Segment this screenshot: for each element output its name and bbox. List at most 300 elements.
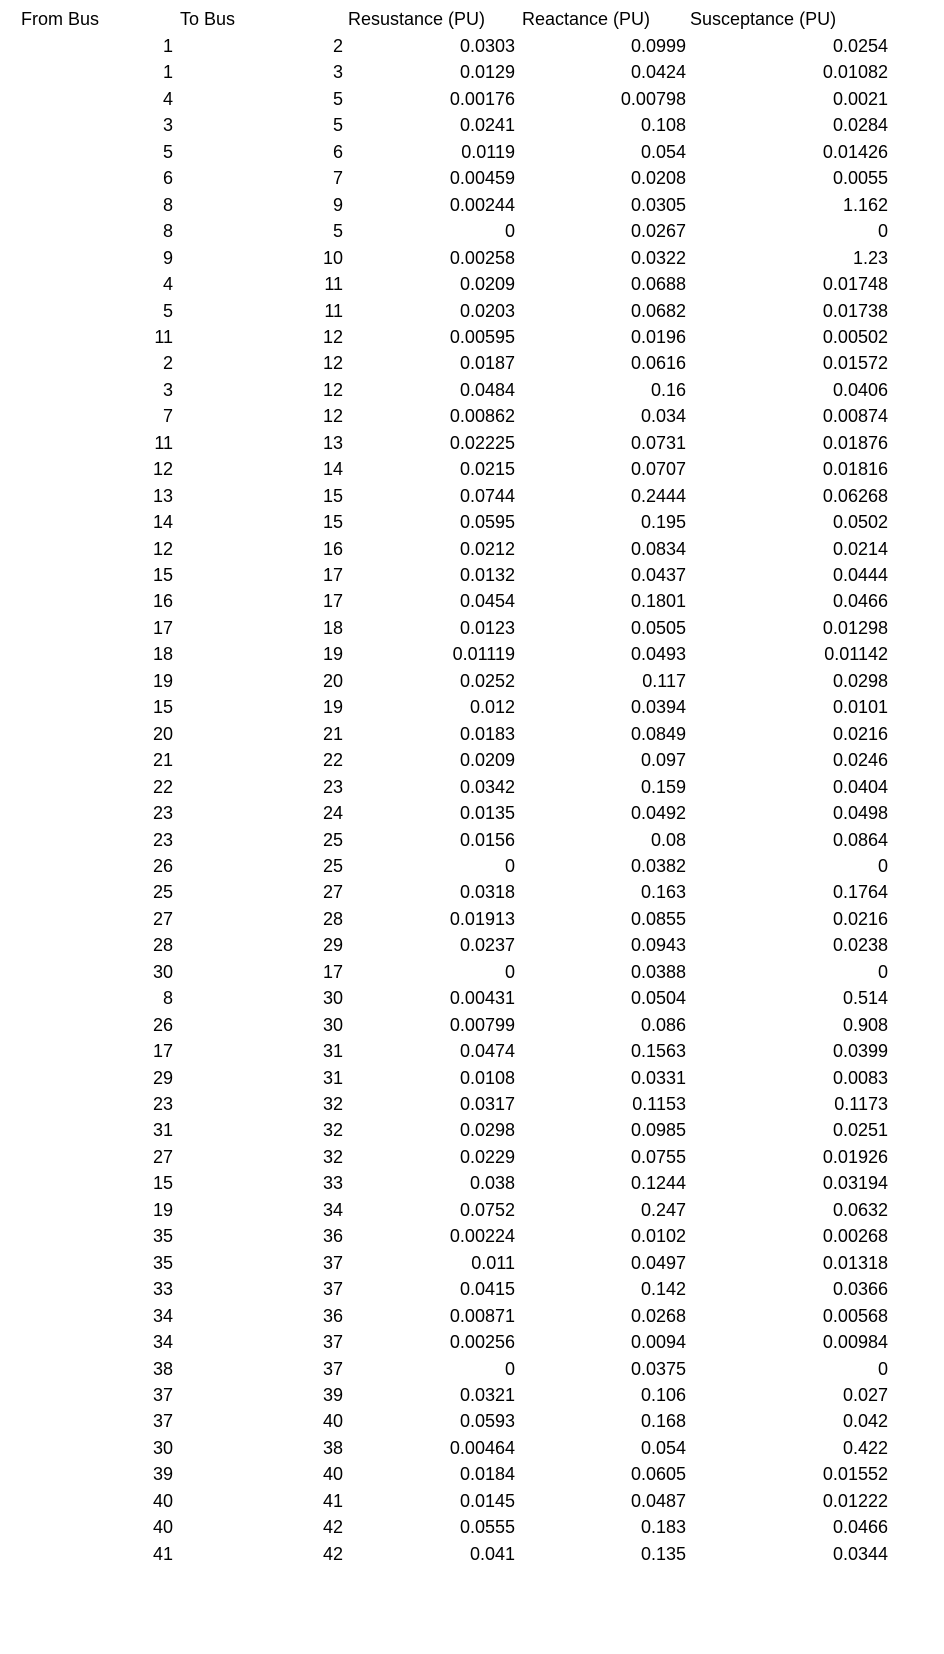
cell-from-bus: 38: [152, 1358, 173, 1379]
cell-reactance: 0.0731: [630, 432, 686, 453]
cell-to-bus: 41: [322, 1490, 343, 1511]
cell-resistance: 0.012: [469, 697, 515, 718]
cell-from-bus: 21: [152, 750, 173, 771]
cell-susceptance: 0.0344: [832, 1543, 888, 1564]
cell-from-bus: 17: [152, 1041, 173, 1062]
cell-from-bus: 11: [154, 432, 173, 453]
cell-from-bus: 33: [152, 1279, 173, 1300]
cell-from-bus: 27: [152, 908, 173, 929]
cell-susceptance: 0.0498: [832, 803, 888, 824]
table-row: [0, 297, 944, 325]
cell-from-bus: 40: [152, 1490, 173, 1511]
cell-reactance: 0.0267: [630, 221, 686, 242]
cell-susceptance: 0.0216: [832, 908, 888, 929]
cell-from-bus: 30: [152, 1437, 173, 1458]
cell-to-bus: 19: [322, 697, 343, 718]
cell-to-bus: 17: [322, 961, 343, 982]
table-row: [0, 1275, 944, 1303]
cell-susceptance: 1.162: [842, 194, 888, 215]
cell-from-bus: 37: [152, 1411, 173, 1432]
cell-reactance: 0.0943: [630, 935, 686, 956]
table-row: [0, 799, 944, 827]
cell-reactance: 0.0999: [630, 36, 686, 56]
cell-resistance: 0.00871: [449, 1305, 515, 1326]
cell-susceptance: 0.01552: [822, 1464, 888, 1485]
cell-susceptance: 0.01222: [822, 1490, 888, 1511]
cell-susceptance: 0.0055: [832, 168, 888, 189]
cell-to-bus: 16: [322, 538, 343, 559]
cell-resistance: 0.0484: [459, 379, 515, 400]
cell-reactance: 0.08: [650, 829, 686, 850]
cell-susceptance: 0.0101: [832, 697, 888, 718]
table-row: [0, 323, 944, 351]
cell-to-bus: 37: [322, 1252, 343, 1273]
cell-resistance: 0.0415: [459, 1279, 515, 1300]
cell-to-bus: 18: [322, 617, 343, 638]
cell-reactance: 0.142: [640, 1279, 686, 1300]
cell-susceptance: 0.06268: [822, 485, 888, 506]
cell-to-bus: 12: [322, 406, 343, 427]
cell-susceptance: 0.422: [842, 1437, 888, 1458]
cell-from-bus: 1: [162, 62, 173, 83]
cell-to-bus: 42: [322, 1517, 343, 1538]
cell-to-bus: 25: [322, 855, 343, 876]
cell-reactance: 0.0331: [630, 1067, 686, 1088]
cell-reactance: 0.0305: [630, 194, 686, 215]
cell-from-bus: 8: [162, 194, 173, 215]
cell-reactance: 0.0375: [630, 1358, 686, 1379]
table-row: [0, 138, 944, 166]
cell-to-bus: 36: [322, 1305, 343, 1326]
cell-from-bus: 23: [152, 803, 173, 824]
cell-resistance: 0.0183: [459, 723, 515, 744]
cell-resistance: 0.0203: [459, 300, 515, 321]
cell-reactance: 0.054: [640, 1437, 686, 1458]
cell-to-bus: 40: [322, 1464, 343, 1485]
cell-to-bus: 32: [322, 1094, 343, 1114]
cell-reactance: 0.1801: [630, 591, 686, 612]
cell-to-bus: 40: [322, 1411, 343, 1432]
cell-susceptance: 0.0864: [832, 829, 888, 850]
table-row: [0, 931, 944, 959]
cell-susceptance: 0.0404: [832, 776, 888, 797]
cell-from-bus: 6: [162, 168, 173, 189]
cell-susceptance: 0.01426: [822, 141, 888, 162]
cell-to-bus: 25: [322, 829, 343, 850]
table-row: [0, 482, 944, 510]
cell-from-bus: 25: [152, 882, 173, 903]
cell-reactance: 0.0394: [630, 697, 686, 718]
cell-reactance: 0.0849: [630, 723, 686, 744]
table-row: [0, 1302, 944, 1330]
table-row: [0, 429, 944, 457]
cell-susceptance: 0.514: [842, 988, 888, 1009]
cell-to-bus: 37: [322, 1279, 343, 1300]
cell-reactance: 0.117: [642, 670, 686, 691]
table-row: [0, 1513, 944, 1541]
cell-susceptance: 0: [877, 1358, 888, 1379]
table-row: [0, 1222, 944, 1250]
cell-from-bus: 22: [152, 776, 173, 797]
cell-susceptance: 0.01318: [822, 1252, 888, 1273]
cell-susceptance: 0.01142: [824, 644, 888, 665]
cell-to-bus: 11: [324, 300, 343, 321]
cell-from-bus: 39: [152, 1464, 173, 1485]
cell-to-bus: 42: [322, 1543, 343, 1564]
table-row: [0, 1381, 944, 1409]
table-row: [0, 270, 944, 298]
cell-reactance: 0.1153: [632, 1094, 686, 1114]
cell-reactance: 0.0682: [630, 300, 686, 321]
cell-to-bus: 11: [324, 274, 343, 295]
cell-reactance: 0.0688: [630, 274, 686, 295]
cell-resistance: 0.00176: [449, 88, 515, 109]
cell-reactance: 0.054: [640, 141, 686, 162]
table-row: [0, 614, 944, 642]
table-row: [0, 1064, 944, 1092]
cell-from-bus: 9: [162, 247, 173, 268]
cell-susceptance: 0.0502: [832, 512, 888, 533]
cell-to-bus: 32: [322, 1146, 343, 1167]
cell-reactance: 0.086: [640, 1014, 686, 1035]
cell-susceptance: 0.0216: [832, 723, 888, 744]
cell-to-bus: 12: [322, 379, 343, 400]
cell-from-bus: 18: [152, 644, 173, 665]
table-row: [0, 1328, 944, 1356]
cell-reactance: 0.106: [640, 1384, 686, 1405]
cell-susceptance: 0.0214: [832, 538, 888, 559]
table-row: [0, 1407, 944, 1435]
cell-to-bus: 39: [322, 1384, 343, 1405]
cell-susceptance: 0.0246: [832, 750, 888, 771]
cell-reactance: 0.0382: [630, 855, 686, 876]
cell-reactance: 0.0497: [630, 1252, 686, 1273]
cell-susceptance: 0.027: [842, 1384, 888, 1405]
cell-susceptance: 0.0466: [832, 1517, 888, 1538]
cell-reactance: 0.0268: [630, 1305, 686, 1326]
cell-susceptance: 0.0284: [832, 115, 888, 136]
cell-resistance: 0.00244: [449, 194, 515, 215]
cell-resistance: 0.00595: [449, 326, 515, 347]
cell-reactance: 0.0616: [630, 353, 686, 374]
cell-reactance: 0.034: [640, 406, 686, 427]
cell-resistance: 0.00258: [449, 247, 515, 268]
cell-to-bus: 19: [322, 644, 343, 665]
cell-to-bus: 7: [332, 168, 343, 189]
cell-resistance: 0.00431: [449, 988, 515, 1009]
table-row: [0, 1037, 944, 1065]
cell-reactance: 0.1244: [630, 1173, 686, 1194]
cell-to-bus: 27: [322, 882, 343, 903]
cell-resistance: 0.01913: [449, 908, 515, 929]
table-row: [0, 852, 944, 880]
cell-susceptance: 1.23: [852, 247, 888, 268]
cell-resistance: 0.041: [469, 1543, 515, 1564]
cell-from-bus: 4: [162, 88, 173, 109]
table-row: [0, 773, 944, 801]
cell-to-bus: 33: [322, 1173, 343, 1194]
header-from-bus: From Bus: [21, 9, 100, 29]
cell-resistance: 0: [504, 221, 515, 242]
cell-resistance: 0.0752: [459, 1199, 515, 1220]
cell-resistance: 0.0229: [459, 1146, 515, 1167]
table-row: [0, 1011, 944, 1039]
cell-susceptance: 0.0251: [832, 1120, 888, 1141]
cell-from-bus: 3: [162, 115, 173, 136]
table-row: [0, 508, 944, 536]
cell-resistance: 0.0474: [459, 1041, 515, 1062]
cell-susceptance: 0.0406: [832, 379, 888, 400]
cell-resistance: 0.0209: [459, 274, 515, 295]
cell-reactance: 0.0388: [630, 961, 686, 982]
cell-reactance: 0.2444: [630, 485, 686, 506]
cell-reactance: 0.0102: [630, 1226, 686, 1247]
cell-resistance: 0.0156: [459, 829, 515, 850]
cell-susceptance: 0: [877, 855, 888, 876]
cell-from-bus: 19: [152, 1199, 173, 1220]
cell-reactance: 0.163: [640, 882, 686, 903]
cell-reactance: 0.108: [640, 115, 686, 136]
cell-reactance: 0.0492: [630, 803, 686, 824]
cell-resistance: 0.0187: [459, 353, 515, 374]
table-row: [0, 720, 944, 748]
table-row: [0, 191, 944, 219]
table-row: [0, 746, 944, 774]
cell-resistance: 0.00799: [449, 1014, 515, 1035]
cell-resistance: 0.0298: [459, 1120, 515, 1141]
cell-to-bus: 37: [322, 1332, 343, 1353]
cell-to-bus: 21: [322, 723, 343, 744]
cell-from-bus: 5: [162, 300, 173, 321]
table-row: [0, 58, 944, 86]
cell-from-bus: 41: [152, 1543, 173, 1564]
table-row: [0, 1116, 944, 1144]
table-row: [0, 1460, 944, 1488]
cell-from-bus: 31: [152, 1120, 173, 1141]
cell-susceptance: 0.01816: [822, 459, 888, 480]
cell-susceptance: 0: [877, 221, 888, 242]
cell-susceptance: 0.00268: [822, 1226, 888, 1247]
cell-reactance: 0.00798: [620, 88, 686, 109]
cell-susceptance: 0.01298: [822, 617, 888, 638]
cell-resistance: 0.00862: [449, 406, 515, 427]
cell-susceptance: 0.00502: [822, 326, 888, 347]
cell-resistance: 0.00224: [449, 1226, 515, 1247]
cell-from-bus: 26: [152, 1014, 173, 1035]
cell-reactance: 0.168: [640, 1411, 686, 1432]
cell-susceptance: 0.0298: [832, 670, 888, 691]
cell-resistance: 0.0145: [459, 1490, 515, 1511]
table-row: [0, 402, 944, 430]
cell-from-bus: 19: [152, 670, 173, 691]
table-row: [0, 217, 944, 245]
cell-from-bus: 26: [152, 855, 173, 876]
cell-resistance: 0.00459: [449, 168, 515, 189]
cell-to-bus: 5: [332, 88, 343, 109]
cell-susceptance: 0.0238: [832, 935, 888, 956]
table-row: [0, 1196, 944, 1224]
cell-susceptance: 0: [877, 961, 888, 982]
cell-reactance: 0.247: [640, 1199, 686, 1220]
table-row: [0, 1169, 944, 1197]
table-row: [0, 164, 944, 192]
cell-susceptance: 0.0083: [832, 1067, 888, 1088]
cell-from-bus: 34: [152, 1305, 173, 1326]
cell-resistance: 0.01119: [452, 644, 515, 665]
cell-reactance: 0.0196: [630, 326, 686, 347]
cell-resistance: 0.0252: [459, 670, 515, 691]
cell-reactance: 0.16: [650, 379, 686, 400]
cell-to-bus: 2: [332, 36, 343, 56]
table-row: [0, 693, 944, 721]
cell-reactance: 0.0094: [630, 1332, 686, 1353]
table-row: [0, 1090, 944, 1118]
cell-susceptance: 0.03194: [822, 1173, 888, 1194]
cell-to-bus: 28: [322, 908, 343, 929]
cell-susceptance: 0.00984: [822, 1332, 888, 1353]
cell-susceptance: 0.01082: [822, 62, 888, 83]
cell-resistance: 0.011: [471, 1252, 515, 1273]
cell-susceptance: 0.0399: [832, 1041, 888, 1062]
cell-from-bus: 30: [152, 961, 173, 982]
cell-from-bus: 16: [152, 591, 173, 612]
cell-to-bus: 17: [322, 591, 343, 612]
table-row: [0, 826, 944, 854]
cell-susceptance: 0.0254: [832, 36, 888, 56]
cell-from-bus: 27: [152, 1146, 173, 1167]
header-reactance: Reactance (PU): [522, 9, 651, 29]
table-row: [0, 587, 944, 615]
table-row: [0, 32, 944, 60]
cell-from-bus: 5: [162, 141, 173, 162]
cell-from-bus: 23: [152, 1094, 173, 1114]
cell-from-bus: 12: [152, 538, 173, 559]
cell-to-bus: 23: [322, 776, 343, 797]
cell-resistance: 0.0215: [459, 459, 515, 480]
cell-reactance: 0.0605: [630, 1464, 686, 1485]
cell-resistance: 0.0184: [459, 1464, 515, 1485]
cell-from-bus: 13: [152, 485, 173, 506]
cell-from-bus: 3: [162, 379, 173, 400]
cell-to-bus: 32: [322, 1120, 343, 1141]
header-susceptance: Susceptance (PU): [690, 9, 837, 29]
cell-resistance: 0.00256: [449, 1332, 515, 1353]
cell-susceptance: 0.908: [842, 1014, 888, 1035]
table-row: [0, 878, 944, 906]
table-row: [0, 561, 944, 589]
cell-to-bus: 5: [332, 115, 343, 136]
cell-from-bus: 8: [162, 221, 173, 242]
table-row: [0, 958, 944, 986]
table-row: [0, 984, 944, 1012]
cell-to-bus: 10: [322, 247, 343, 268]
cell-resistance: 0.038: [469, 1173, 515, 1194]
cell-to-bus: 29: [322, 935, 343, 956]
table-row: [0, 111, 944, 139]
cell-from-bus: 23: [152, 829, 173, 850]
table-row: [0, 1355, 944, 1383]
cell-susceptance: 0.01748: [822, 274, 888, 295]
table-row: [0, 376, 944, 404]
cell-resistance: 0.0321: [459, 1384, 515, 1405]
cell-reactance: 0.0437: [630, 565, 686, 585]
cell-resistance: 0.0119: [461, 141, 515, 162]
table-row: [0, 244, 944, 272]
cell-reactance: 0.159: [640, 776, 686, 797]
cell-resistance: 0.0135: [459, 803, 515, 824]
cell-reactance: 0.1563: [630, 1041, 686, 1062]
cell-to-bus: 13: [322, 432, 343, 453]
cell-susceptance: 0.0366: [832, 1279, 888, 1300]
table-row: [0, 905, 944, 933]
table-row: [0, 1249, 944, 1277]
cell-resistance: 0.0454: [459, 591, 515, 612]
cell-resistance: 0.0555: [459, 1517, 515, 1538]
table-row: [0, 349, 944, 377]
cell-to-bus: 3: [332, 62, 343, 83]
cell-reactance: 0.097: [640, 750, 686, 771]
cell-to-bus: 37: [322, 1358, 343, 1379]
cell-from-bus: 20: [152, 723, 173, 744]
cell-reactance: 0.0487: [630, 1490, 686, 1511]
cell-reactance: 0.183: [640, 1517, 686, 1538]
table-row: [0, 640, 944, 668]
cell-to-bus: 12: [322, 326, 343, 347]
table-row: [0, 1434, 944, 1462]
cell-susceptance: 0.01926: [822, 1146, 888, 1167]
cell-reactance: 0.0424: [630, 62, 686, 83]
cell-resistance: 0.0303: [459, 36, 515, 56]
cell-reactance: 0.0834: [630, 538, 686, 559]
cell-resistance: 0.00464: [449, 1437, 515, 1458]
cell-reactance: 0.0855: [630, 908, 686, 929]
cell-reactance: 0.0505: [630, 617, 686, 638]
cell-from-bus: 15: [152, 697, 173, 718]
cell-from-bus: 1: [162, 36, 173, 56]
cell-resistance: 0: [504, 855, 515, 876]
cell-resistance: 0.0595: [459, 512, 515, 533]
table-row: [0, 1540, 944, 1568]
cell-to-bus: 24: [322, 803, 343, 824]
cell-from-bus: 11: [154, 326, 173, 347]
cell-resistance: 0.0318: [459, 882, 515, 903]
cell-resistance: 0.0108: [459, 1067, 515, 1088]
cell-susceptance: 0.01876: [822, 432, 888, 453]
table-row: [0, 455, 944, 483]
cell-resistance: 0.0132: [459, 565, 515, 585]
cell-susceptance: 0.01572: [822, 353, 888, 374]
table-row: [0, 535, 944, 563]
cell-to-bus: 22: [322, 750, 343, 771]
cell-to-bus: 20: [322, 670, 343, 691]
cell-susceptance: 0.1764: [832, 882, 888, 903]
cell-from-bus: 15: [152, 1173, 173, 1194]
header-to-bus: To Bus: [180, 9, 236, 29]
cell-from-bus: 2: [162, 353, 173, 374]
cell-susceptance: 0.0466: [832, 591, 888, 612]
cell-reactance: 0.195: [640, 512, 686, 533]
cell-from-bus: 14: [152, 512, 173, 533]
cell-susceptance: 0.1173: [834, 1094, 888, 1114]
cell-from-bus: 12: [152, 459, 173, 480]
cell-to-bus: 9: [332, 194, 343, 215]
cell-resistance: 0: [504, 961, 515, 982]
cell-from-bus: 37: [152, 1384, 173, 1405]
cell-resistance: 0.0593: [459, 1411, 515, 1432]
cell-resistance: 0.0342: [459, 776, 515, 797]
cell-to-bus: 6: [332, 141, 343, 162]
cell-to-bus: 31: [322, 1041, 343, 1062]
